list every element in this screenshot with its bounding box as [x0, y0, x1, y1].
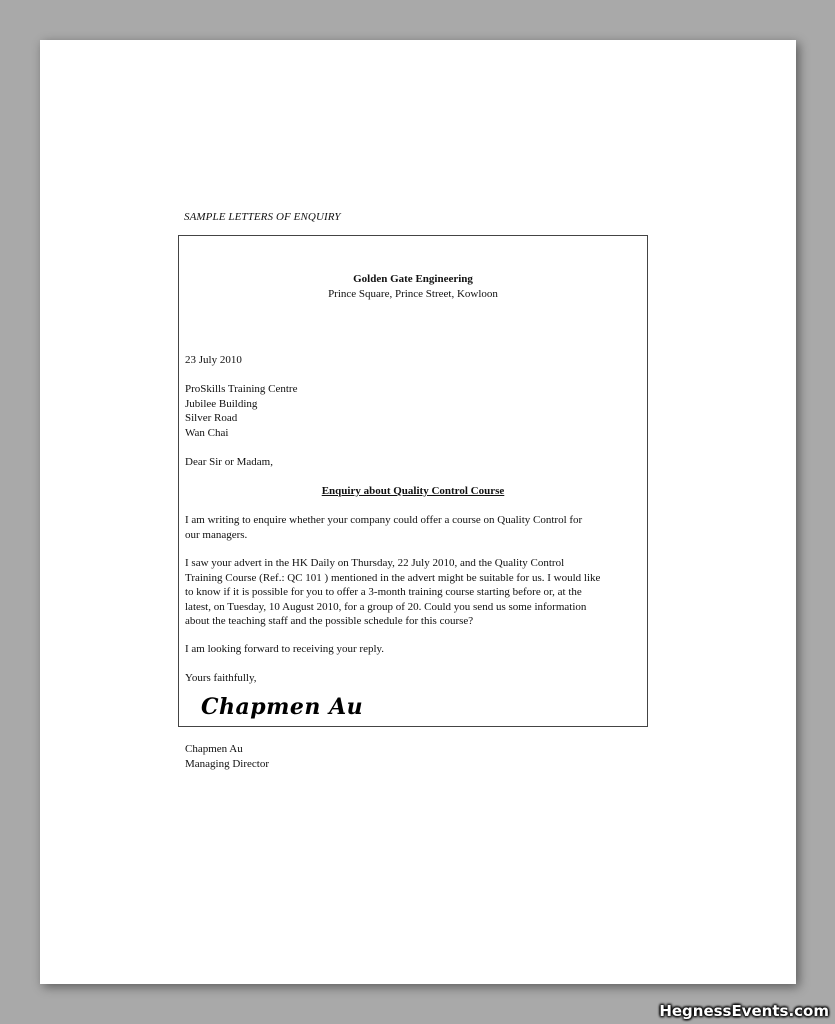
salutation: Dear Sir or Madam, — [185, 456, 273, 468]
sender-title: Managing Director — [185, 757, 269, 770]
paragraph-1: I am writing to enquire whether your company could offer a course on Quality Control for our managers. — [185, 514, 583, 541]
paragraph-3: I am looking forward to receiving your reply. — [185, 643, 385, 655]
document-heading: SAMPLE LETTERS OF ENQUIRY — [184, 211, 341, 223]
letter-date: 23 July 2010 — [185, 354, 242, 366]
document-page — [40, 40, 796, 984]
recipient-line: ProSkills Training Centre — [185, 383, 298, 395]
recipient-line: Silver Road — [185, 412, 238, 424]
recipient-line: Wan Chai — [185, 426, 229, 439]
company-name: Golden Gate Engineering — [353, 273, 473, 285]
letterhead — [179, 272, 647, 301]
sender-name: Chapmen Au — [185, 743, 243, 755]
paragraph-2: I saw your advert in the HK Daily on Thursday, 22 July 2010, and the Quality Control Training Course (Ref.: QC 101 ) mentioned in the advert might be suitable for us. I would like to know if it is possible for you to offer a 3-month training course starting before or, at the latest, on Tuesday, 10 August 2010, for a group of 20. Could you send us some information about the teaching staff and the possible schedule for this course? — [185, 557, 601, 627]
closing: Yours faithfully, — [185, 672, 257, 684]
letter-box — [178, 235, 648, 770]
letter-subject: Enquiry about Quality Control Course — [321, 485, 505, 497]
recipient-line: Jubilee Building — [185, 397, 258, 410]
recipient-address — [185, 382, 635, 440]
sender-block — [185, 742, 635, 771]
company-address: Prince Square, Prince Street, Kowloon — [328, 287, 498, 300]
handwritten-signature: Chapmen Au — [201, 694, 364, 720]
site-watermark: HegnessEvents.com — [659, 1002, 829, 1020]
